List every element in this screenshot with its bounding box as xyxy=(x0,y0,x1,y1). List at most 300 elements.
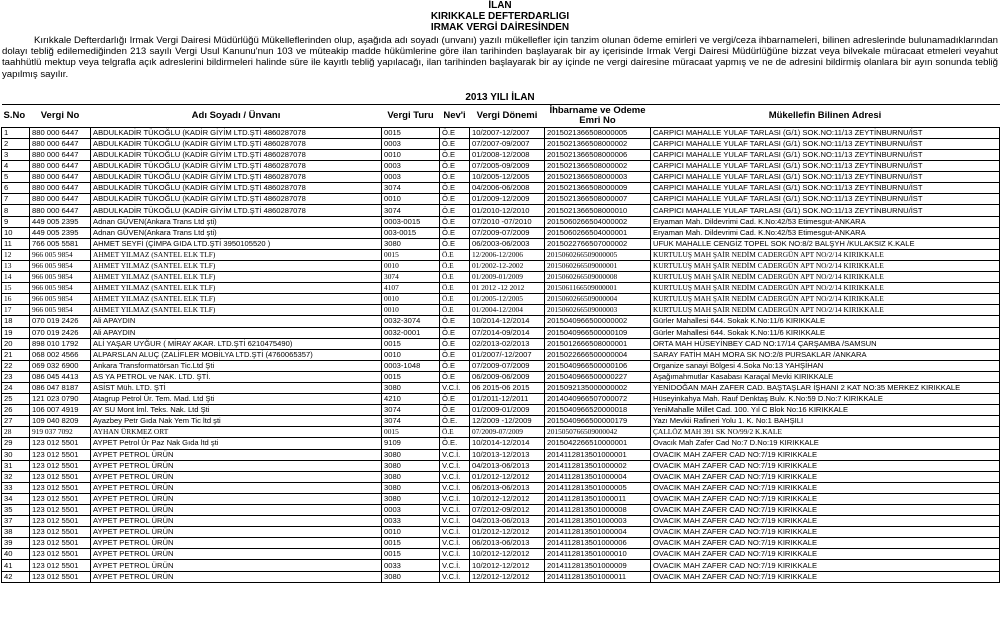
row-vergi-no: 880 000 6447 xyxy=(30,194,91,205)
row-sno: 21 xyxy=(2,349,30,360)
row-donem: 01/2011-12/2011 xyxy=(470,394,545,405)
row-vergi-turu: 0003 xyxy=(382,505,440,516)
table-row xyxy=(2,327,1000,338)
row-vergi-turu: 3080 xyxy=(382,460,440,471)
row-ihbar-no: 2014112813501000010 xyxy=(545,549,651,560)
row-vergi-no: 106 007 4919 xyxy=(30,405,91,416)
row-adres: Ovacık Mah Zafer Cad No:7 D.No:19 KIRIKKALE xyxy=(651,438,1000,449)
row-adres: ÇALLÖZ MAH 391 SK NO/99/2 K.KALE xyxy=(651,427,1000,438)
table-row xyxy=(2,505,1000,516)
row-nevi: Ö.E xyxy=(440,216,470,227)
row-nevi: Ö.E xyxy=(440,305,470,316)
col-header-vergi-no: Vergi No xyxy=(30,104,91,127)
row-sno: 18 xyxy=(2,316,30,327)
row-unvan: AHMET YILMAZ (SANTEL ELK TLF) xyxy=(91,260,382,271)
row-adres: OVACIK MAH ZAFER CAD NO:7/19 KIRIKKALE xyxy=(651,527,1000,538)
row-donem: 07/2012-09/2012 xyxy=(470,505,545,516)
row-sno: 6 xyxy=(2,183,30,194)
row-vergi-turu: 3074 xyxy=(382,205,440,216)
row-vergi-no: 123 012 5501 xyxy=(30,505,91,516)
row-ihbar-no: 2015092135000000002 xyxy=(545,382,651,393)
row-nevi: Ö.E xyxy=(440,272,470,283)
row-vergi-no: 966 005 9854 xyxy=(30,272,91,283)
row-adres: Eryaman Mah. Dildevrimi Cad. K.No:42/53 Etimesgut-ANKARA xyxy=(651,227,1000,238)
row-adres: OVACIK MAH ZAFER CAD NO:7/19 KIRIKKALE xyxy=(651,560,1000,571)
row-donem: 10/2014-12/2014 xyxy=(470,438,545,449)
row-vergi-turu: 0010 xyxy=(382,194,440,205)
row-nevi: Ö.E xyxy=(440,283,470,294)
table-row xyxy=(2,405,1000,416)
row-unvan: ABDULKADİR TÜKOĞLU (KADİR GİYİM LTD.ŞTİ 4860287078 xyxy=(91,138,382,149)
row-nevi: Ö.E xyxy=(440,227,470,238)
row-donem: 10/2014-12/2014 xyxy=(470,316,545,327)
row-vergi-turu: 0003 xyxy=(382,138,440,149)
row-vergi-turu: 4107 xyxy=(382,283,440,294)
taxpayer-table xyxy=(1,104,1000,583)
row-vergi-no: 070 019 2426 xyxy=(30,327,91,338)
row-adres: UFUK MAHALLE CENGİZ TOPEL SOK NO:8/2 BALŞYH /KULAKSIZ K.KALE xyxy=(651,238,1000,249)
row-nevi: Ö.E xyxy=(440,394,470,405)
row-vergi-no: 966 005 9854 xyxy=(30,305,91,316)
row-donem: 04/2006-06/2008 xyxy=(470,183,545,194)
row-nevi: Ö.E xyxy=(440,371,470,382)
row-vergi-no: 449 005 2395 xyxy=(30,216,91,227)
row-vergi-turu: 3074 xyxy=(382,405,440,416)
row-nevi: Ö.E xyxy=(440,138,470,149)
row-sno: 28 xyxy=(2,427,30,438)
table-row xyxy=(2,194,1000,205)
row-sno: 33 xyxy=(2,482,30,493)
row-unvan: AHMET YILMAZ (SANTEL ELK TLF) xyxy=(91,249,382,260)
row-ihbar-no: 2014112813501000006 xyxy=(545,538,651,549)
row-donem: 07/2014-09/2014 xyxy=(470,327,545,338)
col-header-ihbar: İhbarname ve Odeme Emri No xyxy=(545,104,651,127)
table-row xyxy=(2,449,1000,460)
row-ihbar-no: 2015021366508000002 xyxy=(545,138,651,149)
row-ihbar-no: 2015040966500000227 xyxy=(545,371,651,382)
row-sno: 40 xyxy=(2,549,30,560)
row-sno: 26 xyxy=(2,405,30,416)
row-vergi-no: 880 000 6447 xyxy=(30,150,91,161)
row-adres: OVACIK MAH ZAFER CAD NO:7/19 KIRIKKALE xyxy=(651,471,1000,482)
row-nevi: Ö.E xyxy=(440,161,470,172)
table-row xyxy=(2,260,1000,271)
row-adres: Hüseyinkahya Mah. Rauf Denktaş Bulv. K.No:59 D.No:7 KIRIKKALE xyxy=(651,394,1000,405)
row-vergi-no: 123 012 5501 xyxy=(30,460,91,471)
row-vergi-turu: 0032-3074 xyxy=(382,316,440,327)
row-adres: Organize sanayi Bölgesi 4.Soka No:13 YAHŞİHAN xyxy=(651,360,1000,371)
table-row xyxy=(2,416,1000,427)
table-row xyxy=(2,249,1000,260)
row-donem: 07/2009-07/2009 xyxy=(470,427,545,438)
row-nevi: V.C.İ. xyxy=(440,471,470,482)
row-ihbar-no: 2014112813501000011 xyxy=(545,493,651,504)
table-body xyxy=(2,127,1000,582)
row-vergi-turu: 0003-0015 xyxy=(382,216,440,227)
table-row xyxy=(2,482,1000,493)
row-sno: 15 xyxy=(2,283,30,294)
row-vergi-no: 766 005 5581 xyxy=(30,238,91,249)
row-ihbar-no: 2015060266504000002 xyxy=(545,216,651,227)
row-nevi: V.C.İ. xyxy=(440,505,470,516)
row-adres: OVACIK MAH ZAFER CAD NO:7/19 KIRIKKALE xyxy=(651,505,1000,516)
row-ihbar-no: 2014112813501000004 xyxy=(545,527,651,538)
row-adres: CARPICI MAHALLE YULAF TARLASI (G/1) SOK.NO:11/13 ZEYTİNBURNU/İST xyxy=(651,205,1000,216)
row-vergi-no: 880 000 6447 xyxy=(30,127,91,138)
row-donem: 12/2012-12/2012 xyxy=(470,571,545,582)
row-sno: 17 xyxy=(2,305,30,316)
table-row xyxy=(2,427,1000,438)
table-row xyxy=(2,349,1000,360)
row-unvan: Adnan GÜVEN(Ankara Trans Ltd şti) xyxy=(91,216,382,227)
row-donem: 06 2015-06 2015 xyxy=(470,382,545,393)
row-unvan: Ali APAYDIN xyxy=(91,316,382,327)
row-donem: 01/2005-12/2005 xyxy=(470,294,545,305)
row-donem: 01/2012-12/2012 xyxy=(470,527,545,538)
row-unvan: AYPET PETROL ÜRÜN xyxy=(91,549,382,560)
row-unvan: AYPET PETROL ÜRÜN xyxy=(91,560,382,571)
row-donem: 01/2008-12/2008 xyxy=(470,150,545,161)
row-sno: 4 xyxy=(2,161,30,172)
row-vergi-turu: 0010 xyxy=(382,349,440,360)
table-row xyxy=(2,205,1000,216)
row-vergi-no: 123 012 5501 xyxy=(30,571,91,582)
row-vergi-turu: 3074 xyxy=(382,272,440,283)
row-vergi-no: 898 010 1792 xyxy=(30,338,91,349)
row-donem: 07/2009-07/2009 xyxy=(470,227,545,238)
row-nevi: Ö.E xyxy=(440,172,470,183)
row-unvan: AHMET YILMAZ (SANTEL ELK TLF) xyxy=(91,283,382,294)
row-sno: 8 xyxy=(2,205,30,216)
row-donem: 10/2012-12/2012 xyxy=(470,560,545,571)
row-nevi: Ö.E xyxy=(440,427,470,438)
row-nevi: Ö.E xyxy=(440,127,470,138)
row-vergi-no: 123 012 5501 xyxy=(30,549,91,560)
row-vergi-turu: 0010 xyxy=(382,294,440,305)
row-adres: YENİDOĞAN MAH ZAFER CAD. BAŞTAŞLAR İŞHANI 2 KAT NO:35 MERKEZ KIRIKKALE xyxy=(651,382,1000,393)
row-donem: 06/2009-06/2009 xyxy=(470,371,545,382)
row-adres: OVACIK MAH ZAFER CAD NO:7/19 KIRIKKALE xyxy=(651,460,1000,471)
table-row xyxy=(2,272,1000,283)
col-header-adres: Mükellefin Bilinen Adresi xyxy=(651,104,1000,127)
row-vergi-no: 086 045 4413 xyxy=(30,371,91,382)
row-nevi: V.C.İ. xyxy=(440,571,470,582)
table-row xyxy=(2,549,1000,560)
row-ihbar-no: 2015040966500000179 xyxy=(545,416,651,427)
row-ihbar-no: 2015021366508000010 xyxy=(545,205,651,216)
table-row xyxy=(2,294,1000,305)
row-vergi-no: 123 012 5501 xyxy=(30,493,91,504)
row-vergi-turu: 0033 xyxy=(382,560,440,571)
row-vergi-turu: 003-0015 xyxy=(382,227,440,238)
table-row xyxy=(2,127,1000,138)
row-adres: KURTULUŞ MAH ŞAİR NEDİM CADERGÜN APT NO/2/14 KIRIKKALE xyxy=(651,272,1000,283)
row-unvan: AHMET SEYFİ (ÇİMPA GIDA LTD.ŞTİ 3950105520 ) xyxy=(91,238,382,249)
row-donem: 07/2007-09/2007 xyxy=(470,138,545,149)
table-row xyxy=(2,172,1000,183)
row-vergi-no: 880 000 6447 xyxy=(30,138,91,149)
row-donem: 07/2005-09/2009 xyxy=(470,161,545,172)
table-row xyxy=(2,394,1000,405)
row-adres: OVACIK MAH ZAFER CAD NO:7/19 KIRIKKALE xyxy=(651,538,1000,549)
row-adres: CARPICI MAHALLE YULAF TARLASI (G/1) SOK.NO:11/13 ZEYTİNBURNU/İST xyxy=(651,172,1000,183)
row-ihbar-no: 2014040966507000072 xyxy=(545,394,651,405)
row-donem: 10/2012-12/2012 xyxy=(470,493,545,504)
table-row xyxy=(2,183,1000,194)
row-nevi: V.C.İ. xyxy=(440,493,470,504)
row-unvan: AYPET PETROL ÜRÜN xyxy=(91,516,382,527)
row-nevi: Ö.E xyxy=(440,360,470,371)
row-donem: 06/2003-06/2003 xyxy=(470,238,545,249)
row-unvan: AYPET PETROL ÜRÜN xyxy=(91,527,382,538)
row-sno: 25 xyxy=(2,394,30,405)
row-nevi: Ö.E xyxy=(440,150,470,161)
row-nevi: Ö.E. xyxy=(440,438,470,449)
row-sno: 38 xyxy=(2,527,30,538)
row-vergi-no: 123 012 5501 xyxy=(30,527,91,538)
table-row xyxy=(2,493,1000,504)
row-vergi-turu: 0015 xyxy=(382,127,440,138)
row-nevi: V.C.İ. xyxy=(440,382,470,393)
row-unvan: ABDULKADİR TÜKOĞLU (KADİR GİYİM LTD.ŞTİ 4860287078 xyxy=(91,194,382,205)
row-vergi-no: 068 002 4566 xyxy=(30,349,91,360)
row-vergi-turu: 0010 xyxy=(382,527,440,538)
row-sno: 37 xyxy=(2,516,30,527)
table-header-row xyxy=(2,104,1000,127)
row-donem: 10/2013-12/2013 xyxy=(470,449,545,460)
row-vergi-turu: 0003-1048 xyxy=(382,360,440,371)
row-vergi-turu: 0015 xyxy=(382,249,440,260)
row-ihbar-no: 2014112813501000001 xyxy=(545,449,651,460)
row-donem: 10/2007-12/2007 xyxy=(470,127,545,138)
table-row xyxy=(2,138,1000,149)
intro-paragraph xyxy=(2,35,998,80)
row-vergi-no: 123 012 5501 xyxy=(30,560,91,571)
row-donem: 04/2013-06/2013 xyxy=(470,516,545,527)
row-unvan: Ankara Transformatörsan Tic.Ltd Şti xyxy=(91,360,382,371)
row-vergi-no: 966 005 9854 xyxy=(30,283,91,294)
row-donem: 01 2012 -12 2012 xyxy=(470,283,545,294)
row-adres: ORTA MAH HÜSEYİNBEY CAD NO:17/14 ÇARŞAMBA /SAMSUN xyxy=(651,338,1000,349)
row-adres: CARPICI MAHALLE YULAF TARLASI (G/1) SOK.NO:11/13 ZEYTİNBURNU/İST xyxy=(651,138,1000,149)
row-nevi: Ö.E. xyxy=(440,416,470,427)
row-donem: 01/2009-01/2009 xyxy=(470,272,545,283)
row-sno: 41 xyxy=(2,560,30,571)
row-adres: Gürler Mahallesi 644. Sokak K.No:11/6 KIRIKKALE xyxy=(651,327,1000,338)
table-row xyxy=(2,316,1000,327)
row-ihbar-no: 2015021366508000009 xyxy=(545,183,651,194)
row-adres: OVACIK MAH ZAFER CAD NO:7/19 KIRIKKALE xyxy=(651,449,1000,460)
row-sno: 7 xyxy=(2,194,30,205)
ilan-title: İLAN xyxy=(488,0,512,11)
row-ihbar-no: 2015012666508000001 xyxy=(545,338,651,349)
row-ihbar-no: 2015060266509000005 xyxy=(545,249,651,260)
table-row xyxy=(2,305,1000,316)
row-unvan: AYPET PETROL ÜRÜN xyxy=(91,571,382,582)
row-vergi-no: 109 040 8209 xyxy=(30,416,91,427)
row-donem: 04/2013-06/2013 xyxy=(470,460,545,471)
row-sno: 31 xyxy=(2,460,30,471)
row-sno: 20 xyxy=(2,338,30,349)
row-vergi-no: 123 012 5501 xyxy=(30,538,91,549)
table-row xyxy=(2,571,1000,582)
row-vergi-turu: 3080 xyxy=(382,449,440,460)
row-adres: KURTULUŞ MAH ŞAİR NEDİM CADERGÜN APT NO/2/14 KIRIKKALE xyxy=(651,249,1000,260)
row-adres: CARPICI MAHALLE YULAF TARLASI (G/1) SOK.NO:11/13 ZEYTİNBURNU/İST xyxy=(651,183,1000,194)
row-vergi-no: 880 000 6447 xyxy=(30,183,91,194)
row-unvan: AYPET PETROL ÜRÜN xyxy=(91,505,382,516)
row-vergi-no: 966 005 9854 xyxy=(30,260,91,271)
row-sno: 14 xyxy=(2,272,30,283)
row-nevi: Ö.E xyxy=(440,183,470,194)
row-sno: 34 xyxy=(2,493,30,504)
row-nevi: Ö.E xyxy=(440,249,470,260)
row-ihbar-no: 2015022766507000002 xyxy=(545,238,651,249)
row-vergi-no: 123 012 5501 xyxy=(30,438,91,449)
row-nevi: Ö.E xyxy=(440,238,470,249)
row-adres: KURTULUŞ MAH ŞAİR NEDİM CADERGÜN APT NO/2/14 KIRIKKALE xyxy=(651,294,1000,305)
row-ihbar-no: 2015060266509000008 xyxy=(545,272,651,283)
table-row xyxy=(2,238,1000,249)
row-sno: 19 xyxy=(2,327,30,338)
vergi-dairesi-title: IRMAK VERGİ DAİRESİNDEN xyxy=(430,22,570,33)
row-adres: YeniMahalle Millet Cad. 100. Yıl C Blok No:16 KIRIKKALE xyxy=(651,405,1000,416)
row-ihbar-no: 2015060266504000001 xyxy=(545,227,651,238)
row-unvan: AYHAN ÜRKMEZ ORT xyxy=(91,427,382,438)
row-nevi: V.C.İ. xyxy=(440,482,470,493)
row-donem: 07/2009-07/2009 xyxy=(470,360,545,371)
row-sno: 13 xyxy=(2,260,30,271)
table-row xyxy=(2,161,1000,172)
row-adres: CARPICI MAHALLE YULAF TARLASI (G/1) SOK.NO:11/13 ZEYTİNBURNU/İST xyxy=(651,161,1000,172)
row-ihbar-no: 2014112813501000003 xyxy=(545,516,651,527)
row-nevi: Ö.E xyxy=(440,349,470,360)
col-header-vergi-turu: Vergi Turu xyxy=(382,104,440,127)
row-ihbar-no: 2014112813501000005 xyxy=(545,482,651,493)
row-vergi-turu: 3080 xyxy=(382,382,440,393)
col-header-unvan: Adı Soyadı / Ünvanı xyxy=(91,104,382,127)
row-vergi-turu: 3074 xyxy=(382,183,440,194)
row-ihbar-no: 2015021366508000007 xyxy=(545,194,651,205)
row-adres: CARPICI MAHALLE YULAF TARLASI (G/1) SOK.NO:11/13 ZEYTİNBURNU/İST xyxy=(651,150,1000,161)
row-vergi-turu: 9109 xyxy=(382,438,440,449)
row-sno: 9 xyxy=(2,216,30,227)
table-row xyxy=(2,538,1000,549)
row-vergi-turu: 3074 xyxy=(382,416,440,427)
row-vergi-no: 966 005 9854 xyxy=(30,249,91,260)
row-adres: Aşağımahmutlar Kasabası Karaçal Mevki KIRIKKALE xyxy=(651,371,1000,382)
row-ihbar-no: 2015021366508000003 xyxy=(545,172,651,183)
row-vergi-turu: 0003 xyxy=(382,161,440,172)
row-unvan: AS YA PETROL ve NAK. LTD. ŞTİ. xyxy=(91,371,382,382)
table-row xyxy=(2,460,1000,471)
row-vergi-turu: 0010 xyxy=(382,150,440,161)
row-nevi: Ö.E xyxy=(440,194,470,205)
row-ihbar-no: 2015050766509000042 xyxy=(545,427,651,438)
row-donem: 01/2007/-12/2007 xyxy=(470,349,545,360)
row-unvan: Atagrup Petrol Ür. Tem. Mad. Ltd Şti xyxy=(91,394,382,405)
row-vergi-turu: 4210 xyxy=(382,394,440,405)
table-row xyxy=(2,527,1000,538)
row-unvan: ALPARSLAN ALUÇ (ZALİFLER MOBİLYA LTD.ŞTİ (4760065357) xyxy=(91,349,382,360)
row-sno: 16 xyxy=(2,294,30,305)
table-row xyxy=(2,216,1000,227)
row-adres: SARAY FATİH MAH MORA SK NO:2/8 PURSAKLAR /ANKARA xyxy=(651,349,1000,360)
row-ihbar-no: 2015021366508000002 xyxy=(545,161,651,172)
row-unvan: AHMET YILMAZ (SANTEL ELK TLF) xyxy=(91,294,382,305)
row-nevi: Ö.E xyxy=(440,405,470,416)
row-ihbar-no: 2014112813501000002 xyxy=(545,460,651,471)
row-sno: 29 xyxy=(2,438,30,449)
row-adres: Eryaman Mah. Dildevrimi Cad. K.No:42/53 Etimesgut-ANKARA xyxy=(651,216,1000,227)
row-vergi-no: 069 032 6900 xyxy=(30,360,91,371)
row-sno: 1 xyxy=(2,127,30,138)
row-donem: 01/2012-12/2012 xyxy=(470,471,545,482)
row-vergi-turu: 3080 xyxy=(382,238,440,249)
row-donem: 06/2013-06/2013 xyxy=(470,482,545,493)
row-unvan: ABDULKADİR TÜKOĞLU (KADİR GİYİM LTD.ŞTİ 4860287078 xyxy=(91,183,382,194)
table-row xyxy=(2,560,1000,571)
row-nevi: V.C.İ. xyxy=(440,538,470,549)
row-adres: OVACIK MAH ZAFER CAD NO:7/19 KIRIKKALE xyxy=(651,516,1000,527)
row-sno: 3 xyxy=(2,150,30,161)
row-vergi-no: 880 000 6447 xyxy=(30,205,91,216)
row-ihbar-no: 2015040966520000018 xyxy=(545,405,651,416)
row-nevi: V.C.İ. xyxy=(440,460,470,471)
row-sno: 27 xyxy=(2,416,30,427)
row-sno: 32 xyxy=(2,471,30,482)
row-sno: 10 xyxy=(2,227,30,238)
row-vergi-turu: 0003 xyxy=(382,172,440,183)
row-unvan: ABDULKADİR TÜKOĞLU (KADİR GİYİM LTD.ŞTİ 4860287078 xyxy=(91,161,382,172)
row-sno: 12 xyxy=(2,249,30,260)
row-donem: 01/2002-12-2002 xyxy=(470,260,545,271)
row-donem: 01/2009-12/2009 xyxy=(470,194,545,205)
row-vergi-no: 086 047 8187 xyxy=(30,382,91,393)
col-header-donem: Vergi Dönemi xyxy=(470,104,545,127)
row-sno: 42 xyxy=(2,571,30,582)
row-unvan: AHMET YILMAZ (SANTEL ELK TLF) xyxy=(91,305,382,316)
row-adres: KURTULUŞ MAH ŞAİR NEDİM CADERGÜN APT NO/2/14 KIRIKKALE xyxy=(651,283,1000,294)
table-row xyxy=(2,516,1000,527)
row-unvan: Ayazbey Petr Gıda Nak Yem Tic ltd şti xyxy=(91,416,382,427)
defterdarlik-title: KIRIKKALE DEFTERDARLIGI xyxy=(430,11,570,22)
row-ihbar-no: 2015040966500000002 xyxy=(545,316,651,327)
row-unvan: AYPET PETROL ÜRÜN xyxy=(91,493,382,504)
row-vergi-no: 880 000 6447 xyxy=(30,172,91,183)
row-vergi-turu: 0015 xyxy=(382,549,440,560)
row-adres: Gürler Mahallesi 644. Sokak K.No:11/6 KIRIKKALE xyxy=(651,316,1000,327)
row-sno: 2 xyxy=(2,138,30,149)
table-row xyxy=(2,338,1000,349)
row-unvan: ALİ YAŞAR UYĞUR ( MİRAY AKAR. LTD.ŞTİ 6210475490) xyxy=(91,338,382,349)
row-nevi: V.C.İ. xyxy=(440,560,470,571)
row-vergi-turu: 3080 xyxy=(382,471,440,482)
row-vergi-turu: 0015 xyxy=(382,371,440,382)
row-ihbar-no: 2014112813501000011 xyxy=(545,571,651,582)
year-title: 2013 YILI İLAN xyxy=(465,91,535,103)
row-unvan: AYPET PETROL ÜRÜN xyxy=(91,471,382,482)
row-adres: Yazı Mevkii Rafineri Yolu 1. K. No:1 BAHŞILI xyxy=(651,416,1000,427)
row-vergi-turu: 0010 xyxy=(382,260,440,271)
row-unvan: Ali APAYDIN xyxy=(91,327,382,338)
table-row xyxy=(2,150,1000,161)
row-sno: 22 xyxy=(2,360,30,371)
row-unvan: ABDULKADİR TÜKOĞLU (KADİR GİYİM LTD.ŞTİ 4860287078 xyxy=(91,127,382,138)
row-nevi: Ö.E xyxy=(440,205,470,216)
row-nevi: Ö.E xyxy=(440,260,470,271)
row-ihbar-no: 2014112813501000004 xyxy=(545,471,651,482)
